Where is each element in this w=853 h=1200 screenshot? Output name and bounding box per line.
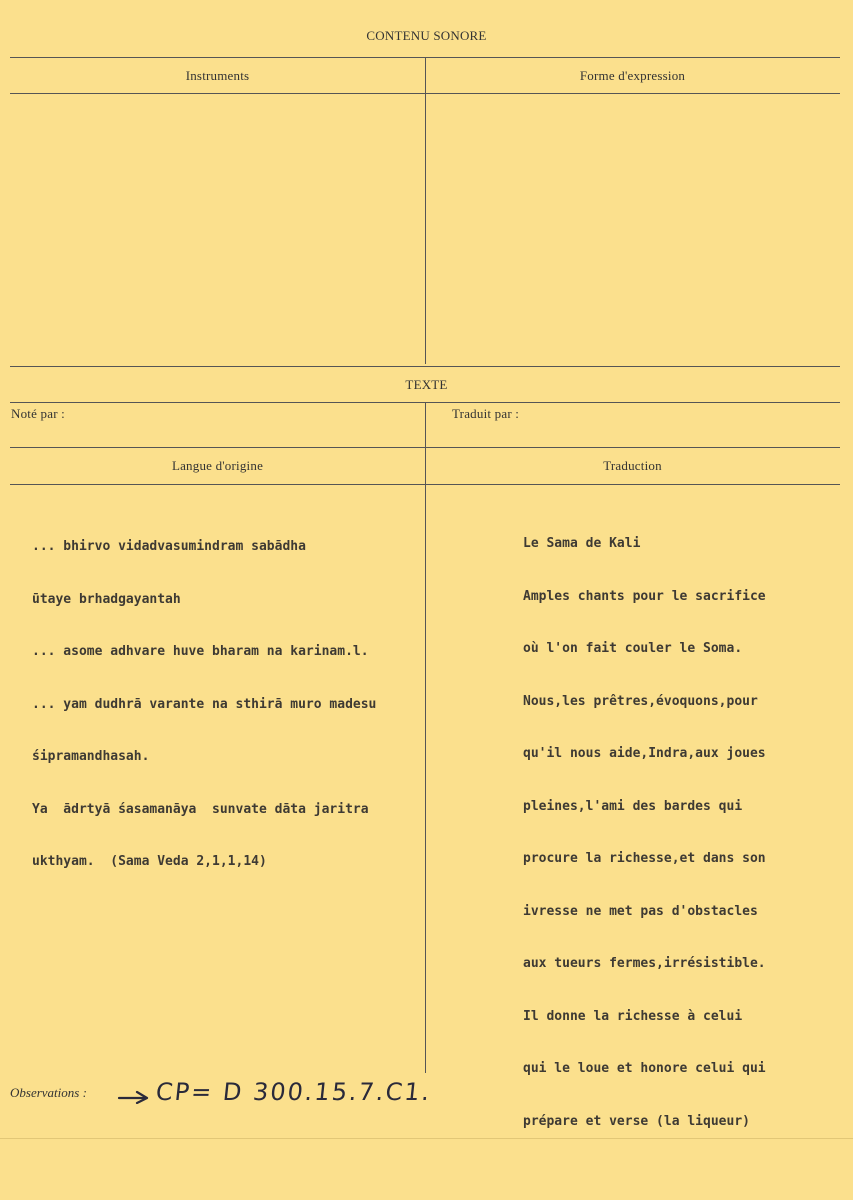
origin-line: ... bhirvo vidadvasumindram sabādha: [32, 539, 306, 554]
origin-line: Ya ādrtyā śasamanāya sunvate dāta jaritra: [32, 801, 369, 817]
column-header-instruments: Instruments: [185, 68, 250, 83]
observations-handwritten-note: CP= D 300.15.7.C1.: [154, 1078, 433, 1106]
origin-line: ūtaye brhadgayantah: [32, 591, 181, 607]
translation-line: qu'il nous aide,Indra,aux joues: [523, 746, 766, 761]
section-title-texte: TEXTE: [405, 377, 448, 392]
origin-text-block: [32, 503, 376, 906]
column-header-traduction: Traduction: [603, 458, 662, 473]
translation-line: Amples chants pour le sacrifice: [523, 588, 766, 604]
translation-line: où l'on fait couler le Soma.: [523, 641, 743, 656]
translation-line: prépare et verse (la liqueur): [523, 1113, 750, 1129]
footer-divider: [0, 1138, 853, 1139]
translation-line: ivresse ne met pas d'obstacles: [523, 903, 758, 919]
origin-line: śipramandhasah.: [32, 749, 150, 764]
translation-line: qui le loue et honore celui qui: [523, 1061, 766, 1076]
translation-line: Nous,les prêtres,évoquons,pour: [523, 693, 758, 709]
traduit-par-label: Traduit par :: [452, 406, 520, 421]
note-par-label: Noté par :: [11, 406, 65, 421]
column-divider-sound: [425, 57, 426, 364]
arrow-icon: [117, 1090, 151, 1104]
translation-line: Le Sama de Kali: [523, 536, 641, 551]
translation-line: procure la richesse,et dans son: [523, 851, 766, 866]
column-header-langue-origine: Langue d'origine: [171, 458, 264, 473]
section-title-contenu-sonore: CONTENU SONORE: [366, 28, 487, 43]
column-divider-texte: [425, 402, 426, 1073]
origin-line: ... yam dudhrā varante na sthirā muro madesu: [32, 696, 377, 712]
translation-line: aux tueurs fermes,irrésistible.: [523, 956, 766, 971]
origin-line: ... asome adhvare huve bharam na karinam.l.: [32, 644, 369, 659]
divider: [10, 366, 840, 367]
observations-label: Observations :: [10, 1085, 87, 1100]
origin-line: ukthyam. (Sama Veda 2,1,1,14): [32, 854, 267, 869]
translation-text-block: [523, 500, 766, 1165]
translation-line: pleines,l'ami des bardes qui: [523, 798, 743, 814]
translation-line: Il donne la richesse à celui: [523, 1008, 743, 1024]
column-header-forme-expression: Forme d'expression: [579, 68, 686, 83]
